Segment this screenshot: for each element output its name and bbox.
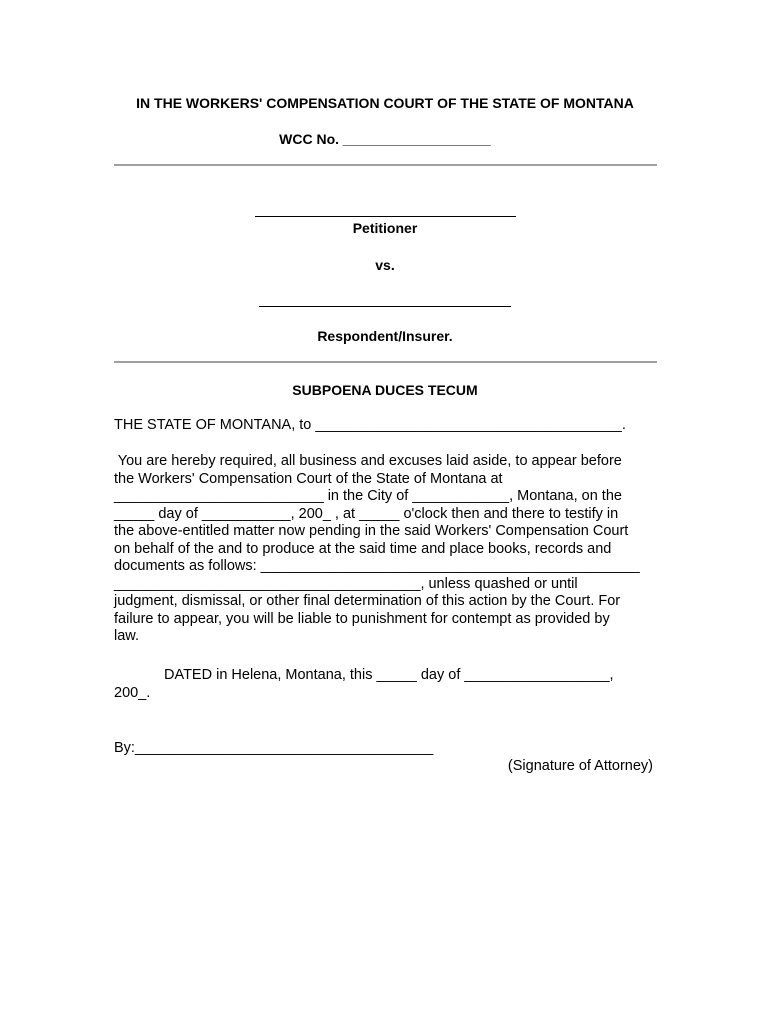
respondent-label: Respondent/Insurer. — [317, 328, 453, 344]
document-title: SUBPOENA DUCES TECUM — [292, 382, 478, 398]
dated-paragraph — [114, 667, 659, 702]
body-line: on behalf of the and to produce at the said time and place books, records and — [114, 540, 612, 557]
dated-line: DATED in Helena, Montana, this _____ day of __________________, — [164, 667, 614, 683]
petitioner-label: Petitioner — [352, 220, 418, 236]
caption-divider — [114, 361, 657, 363]
command-paragraph — [114, 453, 659, 646]
body-line: the above-entitled matter now pending in the said Workers' Compensation Court — [114, 523, 629, 539]
dated-line: 200_. — [114, 684, 151, 701]
body-line: judgment, dismissal, or other final determination of this action by the Court. For — [114, 593, 621, 609]
versus-label: vs. — [375, 257, 395, 273]
wcc-number-field: WCC No. ___________________ — [279, 131, 491, 147]
body-line: ______________________________________, unless quashed or until — [114, 575, 578, 592]
court-title: IN THE WORKERS' COMPENSATION COURT OF THE STATE OF MONTANA — [136, 95, 634, 111]
body-line: documents as follows: _______________________________________________ — [114, 558, 640, 574]
header-divider — [114, 164, 657, 166]
signature-by-line: By:_____________________________________ — [114, 740, 434, 756]
respondent-name-line — [259, 306, 511, 307]
body-line: the Workers' Compensation Court of the State of Montana at — [114, 470, 503, 487]
signature-caption: (Signature of Attorney) — [507, 758, 653, 774]
body-line: failure to appear, you will be liable to punishment for contempt as provided by — [114, 610, 610, 627]
petitioner-name-line — [255, 216, 516, 217]
body-line: You are hereby required, all business and excuses laid aside, to appear before — [114, 453, 622, 469]
body-line: law. — [114, 628, 139, 644]
body-line: __________________________ in the City of ____________, Montana, on the — [114, 488, 622, 504]
addressee-line: THE STATE OF MONTANA, to ______________________________________. — [114, 417, 626, 433]
body-line: _____ day of ___________, 200_ , at _____ o'clock then and there to testify in — [114, 505, 619, 522]
